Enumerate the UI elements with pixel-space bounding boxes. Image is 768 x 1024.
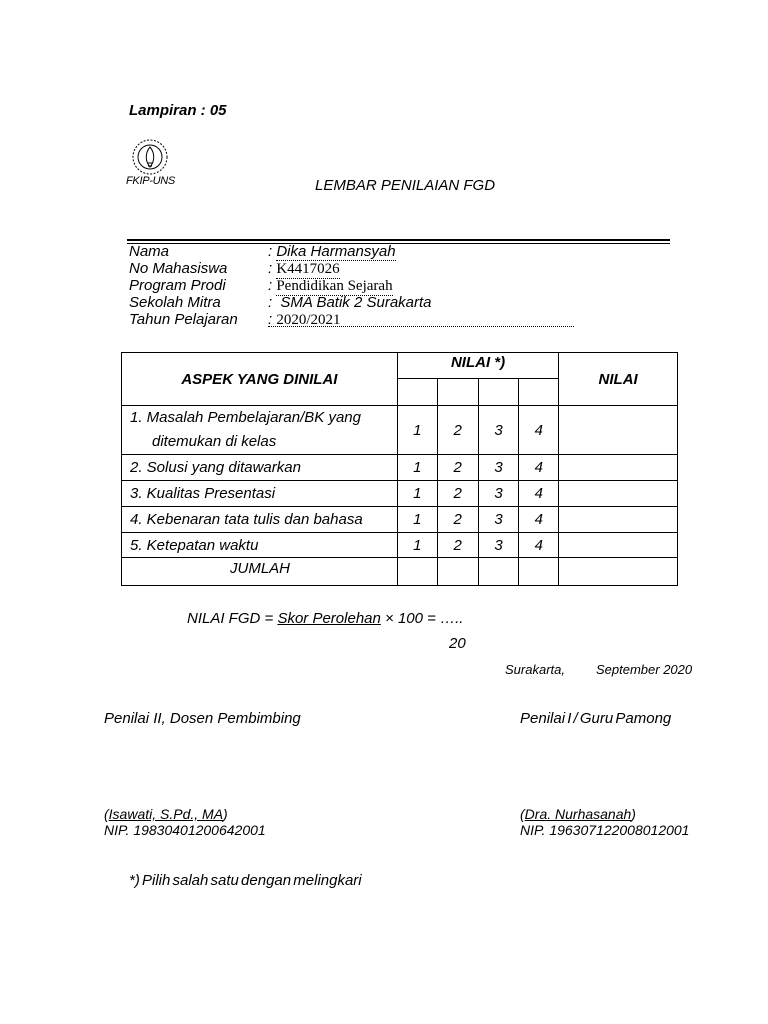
school-text: SMA Batik 2 Surakarta [280, 294, 432, 311]
student-number-text: K4417026 [276, 261, 340, 277]
score-subcell [519, 379, 559, 406]
score-option[interactable]: 2 [437, 507, 478, 533]
table-row [122, 455, 678, 481]
score-option[interactable]: 3 [478, 533, 519, 558]
score-option[interactable]: 1 [397, 507, 437, 533]
name-sep: : [268, 243, 273, 260]
academic-year-value [268, 311, 574, 328]
score-option[interactable]: 4 [519, 507, 559, 533]
header-rule-thin [127, 243, 670, 244]
score-option[interactable]: 3 [478, 481, 519, 507]
total-cell [478, 558, 519, 586]
program-label: Program Prodi [129, 277, 226, 294]
score-option[interactable]: 2 [437, 533, 478, 558]
right-signer-nip: NIP. 196307122008012001 [520, 822, 690, 838]
place-date: September 2020 [596, 662, 693, 677]
value-cell [559, 481, 678, 507]
assessment-table [121, 352, 678, 586]
score-option[interactable]: 4 [519, 533, 559, 558]
aspect-text: 1. Masalah Pembelajaran/BK yang [130, 409, 361, 426]
score-option[interactable]: 3 [478, 406, 519, 455]
aspect-header: ASPEK YANG DINILAI [122, 353, 398, 406]
formula-prefix: NILAI FGD = [187, 610, 278, 627]
score-option[interactable]: 2 [437, 481, 478, 507]
student-number-value [268, 260, 340, 277]
total-cell [437, 558, 478, 586]
value-cell [559, 533, 678, 558]
value-cell [559, 406, 678, 455]
value-cell [559, 507, 678, 533]
aspect-cell: 3. Kualitas Presentasi [122, 481, 398, 507]
aspect-cell: 2. Solusi yang ditawarkan [122, 455, 398, 481]
footnote: *) Pilih salah satu dengan melingkari [129, 872, 362, 889]
score-option[interactable]: 2 [437, 406, 478, 455]
table-row [122, 481, 678, 507]
aspect-cell: 4. Kebenaran tata tulis dan bahasa [122, 507, 398, 533]
total-value-cell [559, 558, 678, 586]
score-subcell [437, 379, 478, 406]
score-subcell [397, 379, 437, 406]
left-signer-name-text: Isawati, S.Pd., MA [108, 806, 224, 822]
value-header: NILAI [559, 353, 678, 406]
name-text: Dika Harmansyah [276, 243, 396, 260]
attachment-label: Lampiran : 05 [129, 102, 227, 119]
score-option[interactable]: 1 [397, 481, 437, 507]
total-cell [519, 558, 559, 586]
student-number-label: No Mahasiswa [129, 260, 228, 277]
page-title: LEMBAR PENILAIAN FGD [315, 177, 496, 194]
left-signer-role: Penilai II, Dosen Pembimbing [104, 710, 301, 727]
score-option[interactable]: 4 [519, 455, 559, 481]
score-option[interactable]: 2 [437, 455, 478, 481]
aspect-cell [122, 406, 398, 455]
aspect-cell: 5. Ketepatan waktu [122, 533, 398, 558]
score-option[interactable]: 1 [397, 406, 437, 455]
table-row [122, 507, 678, 533]
academic-year-sep: : [268, 311, 273, 328]
header-rule [127, 239, 670, 241]
formula-denominator: 20 [449, 635, 466, 652]
right-signer-name: (Dra. Nurhasanah) [520, 806, 636, 822]
school-sep: : [268, 294, 273, 311]
formula [187, 610, 463, 627]
score-option[interactable]: 4 [519, 406, 559, 455]
academic-year-text: 2020/2021 [276, 312, 341, 328]
academic-year-label: Tahun Pelajaran [129, 311, 238, 328]
student-number-sep: : [268, 260, 273, 277]
score-option[interactable]: 3 [478, 507, 519, 533]
name-label: Nama [129, 243, 170, 260]
program-value [268, 277, 393, 294]
left-signer-name: (Isawati, S.Pd., MA) [104, 806, 228, 822]
score-option[interactable]: 1 [397, 533, 437, 558]
total-label: JUMLAH [122, 558, 398, 586]
program-sep: : [268, 277, 273, 294]
place-city: Surakarta, [505, 662, 565, 677]
right-signer-role: Penilai I / Guru Pamong [520, 710, 672, 727]
academic-year-dots [268, 326, 574, 327]
value-cell [559, 455, 678, 481]
formula-times: × [385, 610, 394, 627]
table-row [122, 406, 678, 455]
total-cell [397, 558, 437, 586]
left-signer-nip: NIP. 19830401200642001 [104, 822, 266, 838]
formula-suffix: 100 = ….. [393, 610, 464, 627]
score-option[interactable]: 1 [397, 455, 437, 481]
table-row [122, 533, 678, 558]
score-subcell [478, 379, 519, 406]
right-signer-name-text: Dra. Nurhasanah [524, 806, 632, 822]
total-row [122, 558, 678, 586]
name-value [268, 243, 396, 260]
school-label: Sekolah Mitra [129, 294, 221, 311]
program-text: Pendidikan Sejarah [276, 278, 393, 294]
logo-label: FKIP-UNS [126, 175, 175, 187]
formula-numerator: Skor Perolehan [277, 610, 381, 627]
university-seal-icon [126, 137, 174, 177]
score-header: NILAI *) [397, 353, 558, 379]
school-value [268, 294, 432, 311]
score-option[interactable]: 3 [478, 455, 519, 481]
score-option[interactable]: 4 [519, 481, 559, 507]
aspect-text-cont: ditemukan di kelas [152, 433, 277, 450]
